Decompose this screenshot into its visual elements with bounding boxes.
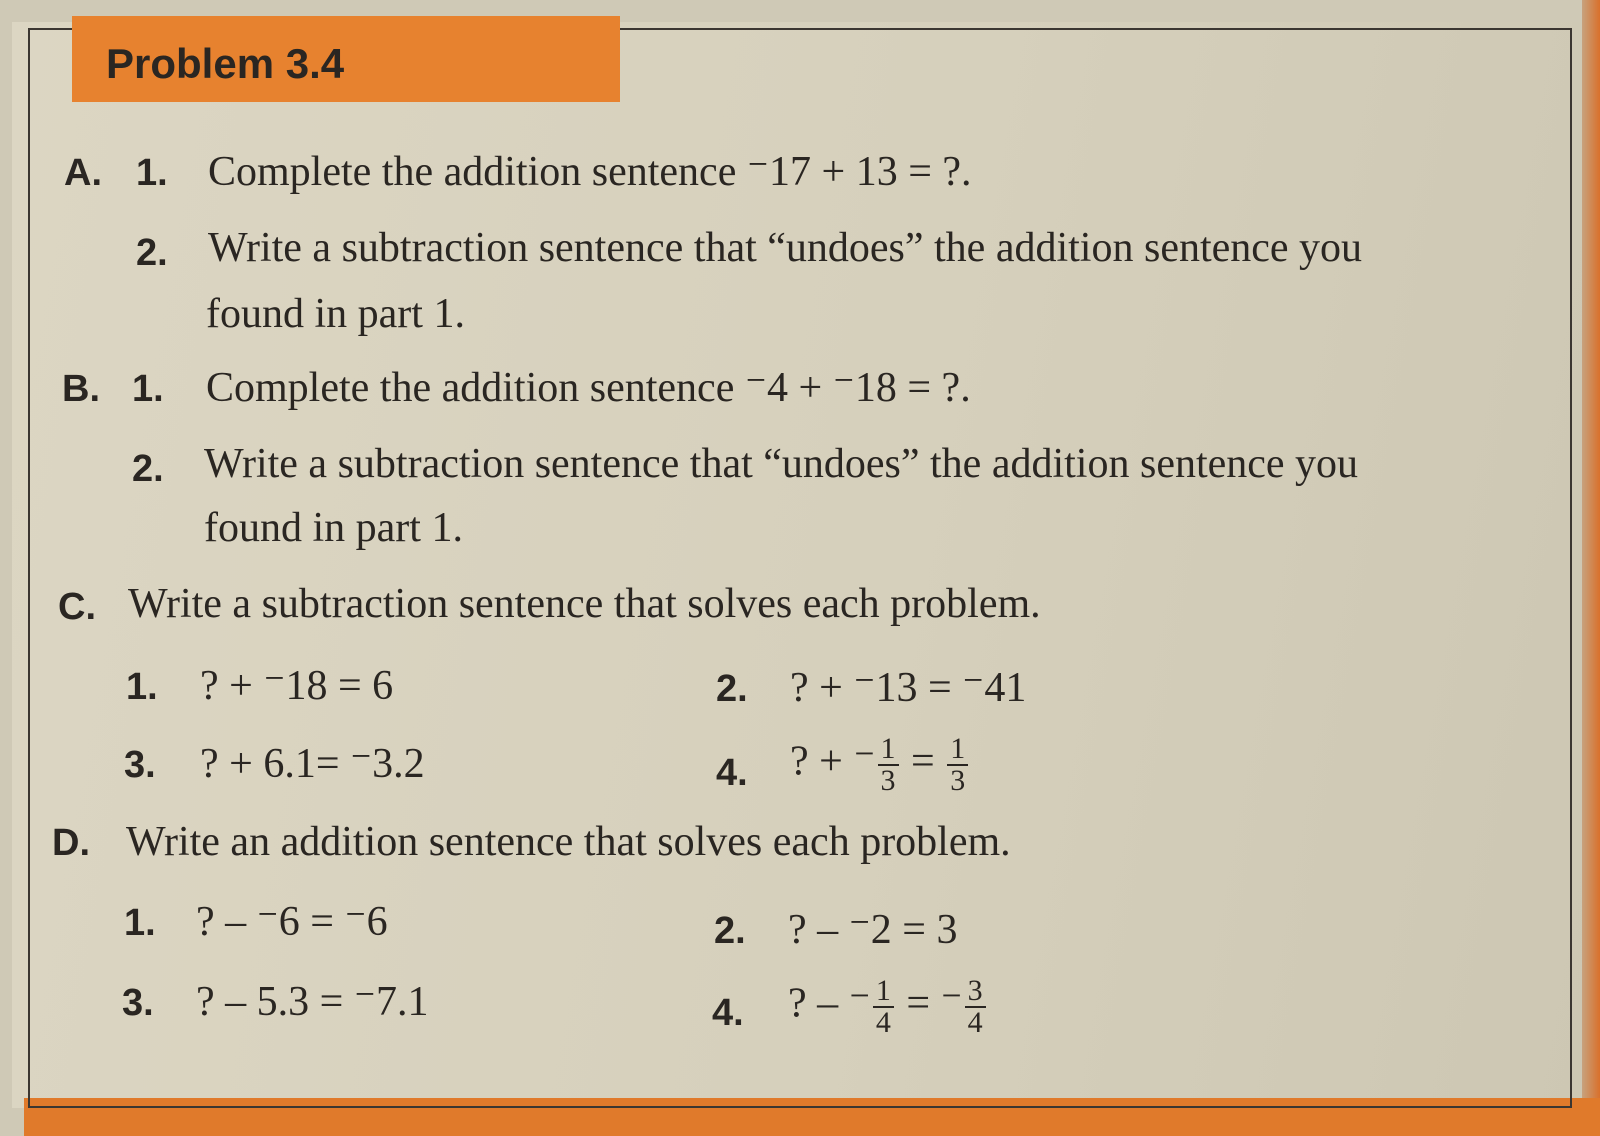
fraction-numerator: 3 <box>965 976 986 1008</box>
fraction-denominator: 4 <box>875 1006 891 1039</box>
part-d-item4-prefix: ? – ⁻ <box>788 980 871 1027</box>
part-a-q1-number: 1. <box>136 152 168 194</box>
part-d-item3-expr: ? – 5.3 = ⁻7.1 <box>196 979 429 1025</box>
part-c-item1-expr: ? + ⁻18 = 6 <box>200 663 394 709</box>
part-d-item3-number: 3. <box>122 982 154 1024</box>
part-b-label: B. <box>62 368 100 410</box>
part-c-item4-fraction-2 <box>947 734 968 796</box>
page-edge-stripe <box>1582 0 1600 1136</box>
part-c-label: C. <box>58 586 96 628</box>
part-c-item4-expr <box>790 734 970 796</box>
part-d-item4-expr <box>788 976 988 1038</box>
fraction-numerator: 1 <box>947 734 968 766</box>
part-c-item4-number: 4. <box>716 752 748 794</box>
part-d-item1-number: 1. <box>124 902 156 944</box>
part-d-label: D. <box>52 822 90 864</box>
part-c-item4-prefix: ? + ⁻ <box>790 738 876 785</box>
part-c-item2-expr: ? + ⁻13 = ⁻41 <box>790 665 1027 711</box>
part-a-q1-text: Complete the addition sentence ⁻17 + 13 = ?. <box>208 149 972 195</box>
fraction-numerator: 1 <box>878 734 899 766</box>
part-d-item4-fraction-1 <box>873 976 894 1038</box>
part-c-instruction: Write a subtraction sentence that solves each problem. <box>128 581 1041 627</box>
part-b-q2-line1: Write a subtraction sentence that “undoes” the addition sentence you <box>204 441 1359 487</box>
part-b-q2-line2: found in part 1. <box>204 505 463 551</box>
fraction-denominator: 3 <box>880 764 896 797</box>
fraction-denominator: 3 <box>950 764 966 797</box>
part-c-item3-number: 3. <box>124 744 156 786</box>
fraction-numerator: 1 <box>873 976 894 1008</box>
part-a-label: A. <box>64 152 102 194</box>
part-d-item4-equals: = ⁻ <box>895 980 963 1027</box>
part-d-item4-fraction-2 <box>965 976 986 1038</box>
part-a-q2-line1: Write a subtraction sentence that “undoes” the addition sentence you <box>208 225 1363 271</box>
part-c-item4-equals: = <box>900 738 946 785</box>
part-a-q2-line2: found in part 1. <box>206 291 465 337</box>
part-c-item1-number: 1. <box>126 666 158 708</box>
part-d-item2-expr: ? – ⁻2 = 3 <box>788 907 958 953</box>
part-c-item2-number: 2. <box>716 668 748 710</box>
part-c-item4-fraction-1 <box>878 734 899 796</box>
part-c-item3-expr: ? + 6.1= ⁻3.2 <box>200 741 425 787</box>
part-b-q1-number: 1. <box>132 368 164 410</box>
part-d-instruction: Write an addition sentence that solves each problem. <box>126 819 1011 865</box>
fraction-denominator: 4 <box>967 1006 983 1039</box>
part-d-item2-number: 2. <box>714 910 746 952</box>
part-d-item1-expr: ? – ⁻6 = ⁻6 <box>196 899 388 945</box>
part-d-item4-number: 4. <box>712 992 744 1034</box>
part-b-q2-number: 2. <box>132 448 164 490</box>
part-a-q2-number: 2. <box>136 232 168 274</box>
part-b-q1-text: Complete the addition sentence ⁻4 + ⁻18 = ?. <box>206 365 971 411</box>
problem-title: Problem 3.4 <box>106 40 345 87</box>
